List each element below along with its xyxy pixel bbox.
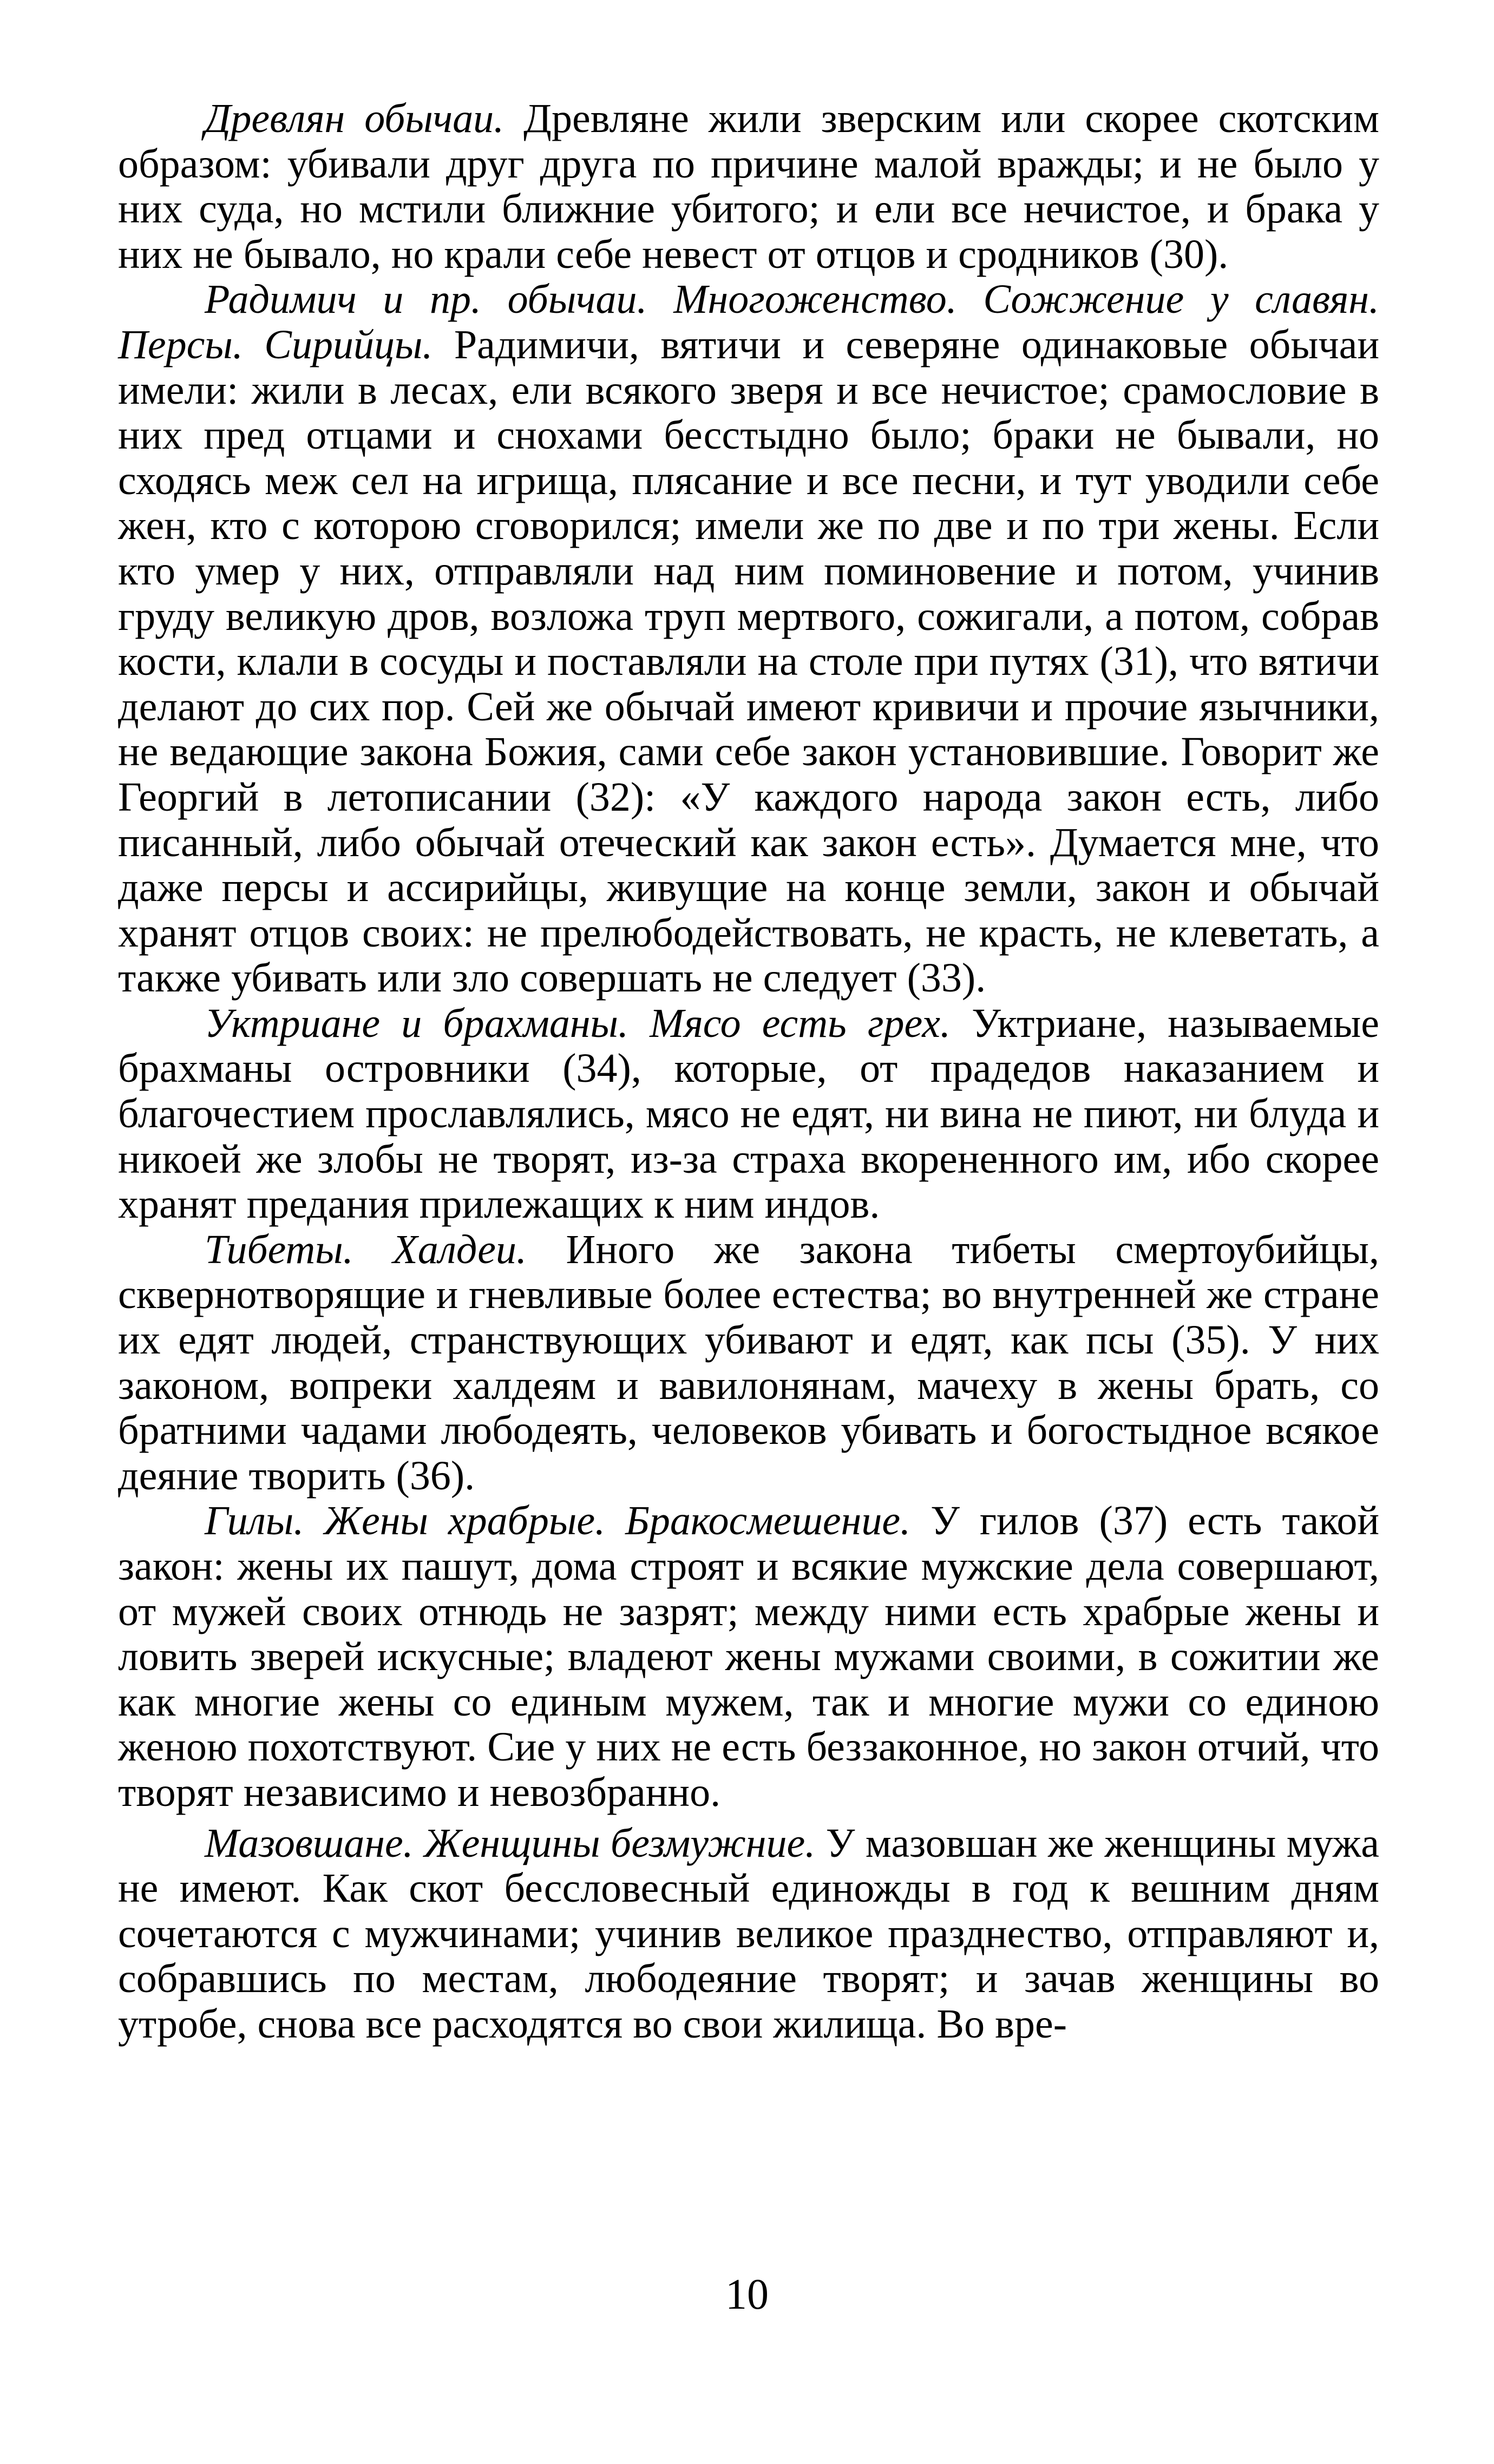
paragraph-radimichi [118, 277, 1379, 1001]
paragraph-heading: Тибеты. Халдеи. [205, 1226, 527, 1272]
paragraph-body: Уктриане, называемые брахманы островники (34), которые, от прадедов наказанием и благочестием прославлялись, мясо не едят, ни вина не пиют, ни блуда и никоей же злобы не творят, из-за страха вкорененного им, ибо скорее хранят предания прилежащих к ним индов. [118, 1000, 1379, 1227]
paragraph-heading: Древлян обычаи. [205, 96, 504, 141]
paragraph-heading: Мазовшане. Женщины безмужние. [205, 1820, 816, 1866]
paragraph-mazovshane [118, 1821, 1379, 2047]
paragraph-body: Радимичи, вятичи и северяне одинаковые обычаи имели: жили в лесах, ели всякого зверя и все нечистое; срамословие в них пред отцами и снохами бесстыдно было; браки не бывали, но сходясь меж сел на игрища, плясание и все песни, и тут уводили себе жен, кто с которою сговорился; имели же по две и по три жены. Если кто умер у них, отправляли над ним поминовение и потом, учинив груду великую дров, возложа труп мертвого, сожигали, а потом, собрав кости, клали в сосуды и поставляли на столе при путях (31), что вятичи делают до сих пор. Сей же обычай имеют кривичи и прочие язычники, не ведающие закона Божия, сами себе закон установившие. Говорит же Георгий в летописании (32): «У каждого народа закон есть, либо писанный, либо обычай отеческий как закон есть». Думается мне, что даже персы и ассирийцы, живущие на конце земли, закон и обычай хранят отцов своих: не прелюбодействовать, не красть, не клеветать, а также убивать или зло совершать не следует (33). [118, 321, 1380, 1001]
paragraph-tibety [118, 1227, 1379, 1499]
paragraph-body: Древляне жили зверским или скорее скотским образом: убивали друг друга по причине малой вражды; и не было у них суда, но мстили ближние убитого; и ели все нечистое, и брака у них не бывало, но крали себе невест от отцов и сродников (30). [118, 96, 1380, 277]
paragraph-body: У мазовшан же женщины мужа не имеют. Как скот бессловесный единожды в год к вешним дням сочетаются с мужчинами; учинив великое празднество, отправляют и, собравшись по местам, любодеяние творят; и зачав женщины во утробе, снова все расходятся во свои жилища. Во вре- [118, 1820, 1379, 2047]
paragraph-body: Иного же закона тибеты смертоубийцы, сквернотворящие и гневливые более естества; во внутренней же стране их едят людей, странствующих убивают и едят, как псы (35). У них законом, вопреки халдеям и вавилонянам, мачеху в жены брать, со братними чадами любодеять, человеков убивать и богостыдное всякое деяние творить (36). [118, 1226, 1379, 1499]
paragraph-drevlyane [118, 96, 1379, 277]
paragraph-heading: Уктриане и брахманы. Мясо есть грех. [205, 1000, 951, 1046]
paragraph-body: У гилов (37) есть такой закон: жены их пашут, дома строят и всякие мужские дела совершают, от мужей своих отнюдь не зазрят; между ними есть храбрые жены и ловить зверей искусные; владеют жены мужами своими, в сожитии же как многие жены со единым мужем, так и многие мужи со единою женою похотствуют. Сие у них не есть беззаконное, но закон отчий, что творят независимо и невозбранно. [118, 1498, 1379, 1815]
paragraph-gily [118, 1499, 1379, 1815]
paragraph-heading: Радимич и пр. обычаи. Многоженство. Сожжение у славян. Персы. Сирийцы. [118, 277, 1379, 367]
page-body-text [118, 96, 1379, 2047]
paragraph-uktriane [118, 1001, 1379, 1227]
paragraph-heading: Гилы. Жены храбрые. Бракосмешение. [205, 1498, 911, 1544]
page-number: 10 [725, 2271, 769, 2318]
